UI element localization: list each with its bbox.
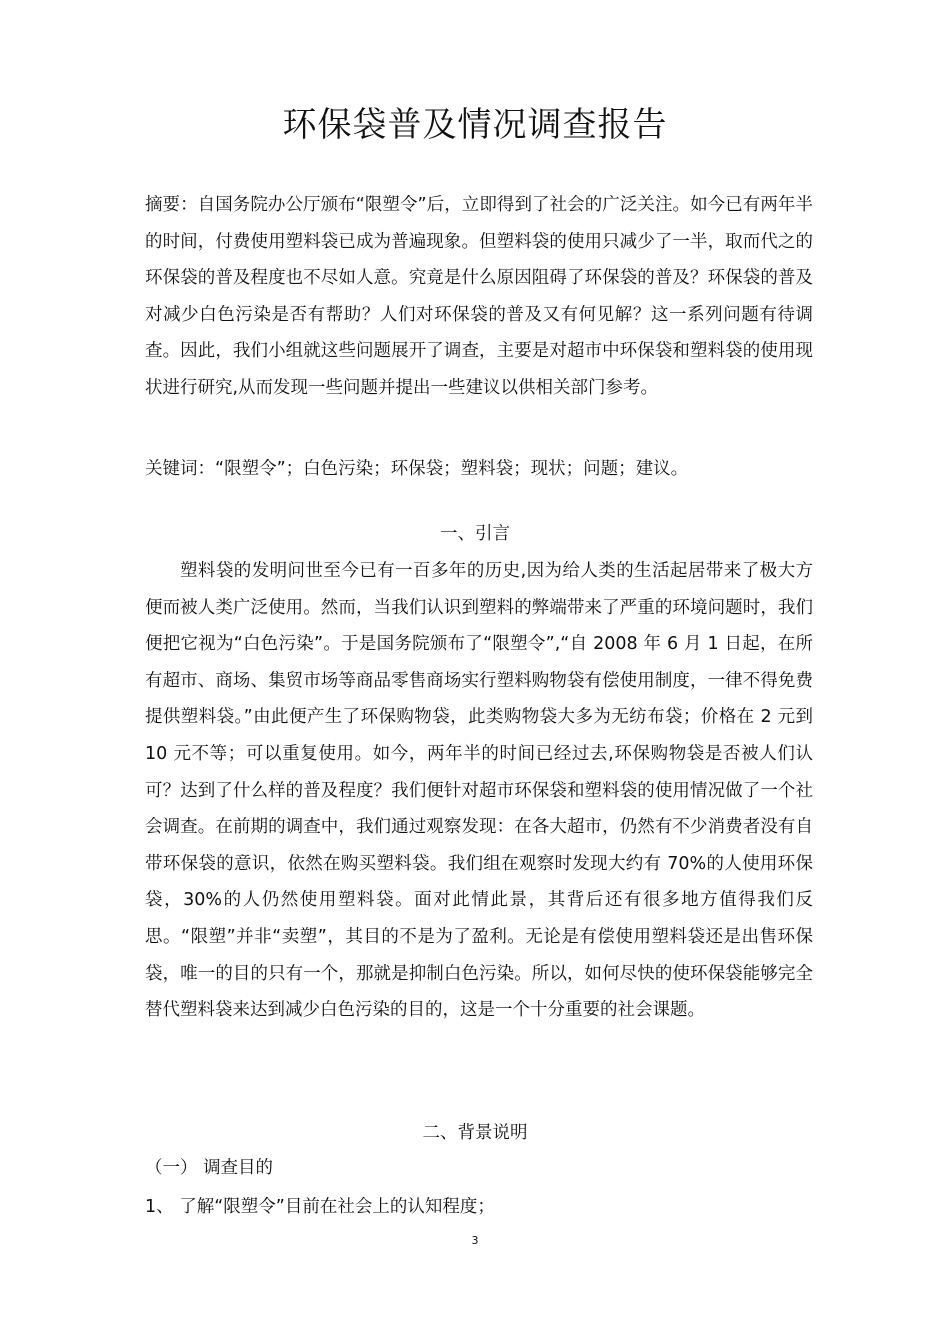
introduction-paragraph: 塑料袋的发明问世至今已有一百多年的历史,因为给人类的生活起居带来了极大方便而被人类广泛使用。然而，当我们认识到塑料的弊端带来了严重的环境问题时，我们便把它视为“白色污染”。于是国务院颁布了“限塑令”,“自 2008 年 6 月 1 日起，在所有超市、商场、集贸市场等商品零售商场实行塑料购物袋有偿使用制度，一律不得免费提供塑料袋。”由此便产生了环保购物袋，此类购物袋大多为无纺布袋；价格在 2 元到 10 元不等；可以重复使用。如今，两年半的时间已经过去,环保购物袋是否被人们认可？达到了什么样的普及程度？我们便针对超市环保袋和塑料袋的使用情况做了一个社会调查。在前期的调查中，我们通过观察发现：在各大超市，仍然有不少消费者没有自带环保袋的意识，依然在购买塑料袋。我们组在观察时发现大约有 70%的人使用环保袋，30%的人仍然使用塑料袋。面对此情此景，其背后还有很多地方值得我们反思。“限塑”并非“卖塑”，其目的不是为了盈利。无论是有偿使用塑料袋还是出售环保袋，唯一的目的只有一个，那就是抑制白色污染。所以，如何尽快的使环保袋能够完全替代塑料袋来达到减少白色污染的目的，这是一个十分重要的社会课题。 [145,561,813,1021]
section-heading-background: 二、背景说明 [422,1123,528,1143]
page-number: 3 [471,1234,479,1247]
list-item: 1、 了解“限塑令”目前在社会上的认知程度； [145,1197,495,1217]
subsection-heading-purpose: （一） 调查目的 [145,1158,274,1178]
section-heading-introduction: 一、引言 [440,524,510,544]
keywords-line: 关键词：“限塑令”；白色污染；环保袋；塑料袋；现状；问题；建议。 [145,459,689,479]
document-title: 环保袋普及情况调查报告 [282,105,668,145]
abstract-paragraph: 摘要：自国务院办公厅颁布“限塑令”后，立即得到了社会的广泛关注。如今已有两年半的时间，付费使用塑料袋已成为普遍现象。但塑料袋的使用只减少了一半，取而代之的环保袋的普及程度也不尽如人意。究竟是什么原因阻碍了环保袋的普及？环保袋的普及对减少白色污染是否有帮助？人们对环保袋的普及又有何见解？这一系列问题有待调查。因此，我们小组就这些问题展开了调查，主要是对超市中环保袋和塑料袋的使用现状进行研究,从而发现一些问题并提出一些建议以供相关部门参考。 [145,195,813,398]
